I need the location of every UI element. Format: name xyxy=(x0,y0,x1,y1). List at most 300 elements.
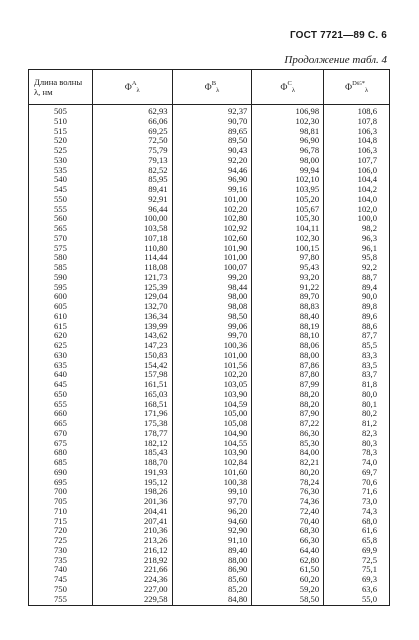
table-row xyxy=(29,185,390,195)
phi-a-cell: 92,91 xyxy=(92,195,172,205)
phi-c-cell: 89,70 xyxy=(252,292,324,302)
phi-a-cell: 168,51 xyxy=(92,400,172,410)
phi-d65-cell: 74,3 xyxy=(324,507,390,517)
phi-d65-cell: 96,1 xyxy=(324,244,390,254)
table-row xyxy=(29,127,390,137)
wavelength-cell: 710 xyxy=(29,507,93,517)
phi-c-cell: 64,40 xyxy=(252,546,324,556)
phi-a-cell: 185,43 xyxy=(92,448,172,458)
phi-d65-cell: 78,3 xyxy=(324,448,390,458)
phi-d65-cell: 75,1 xyxy=(324,565,390,575)
table-row xyxy=(29,263,390,273)
phi-b-cell: 97,70 xyxy=(172,497,252,507)
phi-c-cell: 99,94 xyxy=(252,166,324,176)
phi-a-cell: 216,12 xyxy=(92,546,172,556)
wavelength-cell: 665 xyxy=(29,419,93,429)
phi-c-cell: 61,50 xyxy=(252,565,324,575)
wavelength-cell: 675 xyxy=(29,439,93,449)
phi-b-cell: 89,40 xyxy=(172,546,252,556)
phi-d65-cell: 80,3 xyxy=(324,439,390,449)
phi-d65-cell: 80,1 xyxy=(324,400,390,410)
phi-a-cell: 178,77 xyxy=(92,429,172,439)
phi-a-cell: 147,23 xyxy=(92,341,172,351)
table-row xyxy=(29,175,390,185)
phi-d65-cell: 89,6 xyxy=(324,312,390,322)
wavelength-cell: 745 xyxy=(29,575,93,585)
phi-a-cell: 207,41 xyxy=(92,517,172,527)
phi-d65-cell: 83,5 xyxy=(324,361,390,371)
phi-c-cell: 105,67 xyxy=(252,205,324,215)
phi-b-cell: 98,44 xyxy=(172,283,252,293)
wavelength-cell: 605 xyxy=(29,302,93,312)
phi-a-cell: 125,39 xyxy=(92,283,172,293)
phi-a-cell: 198,26 xyxy=(92,487,172,497)
table-row xyxy=(29,105,390,117)
table-row xyxy=(29,136,390,146)
wavelength-cell: 545 xyxy=(29,185,93,195)
phi-d65-cell: 100,0 xyxy=(324,214,390,224)
table-header-row xyxy=(29,70,390,105)
wavelength-cell: 755 xyxy=(29,595,93,606)
phi-a-cell: 79,13 xyxy=(92,156,172,166)
table-row xyxy=(29,517,390,527)
phi-c-cell: 66,30 xyxy=(252,536,324,546)
wavelength-column-header: Длина волны λ, нм xyxy=(29,70,93,105)
phi-a-cell: 175,38 xyxy=(92,419,172,429)
phi-c-cell: 106,98 xyxy=(252,105,324,117)
phi-d65-cell: 72,5 xyxy=(324,556,390,566)
phi-b-cell: 102,92 xyxy=(172,224,252,234)
phi-b-cell: 99,20 xyxy=(172,273,252,283)
phi-a-cell: 110,80 xyxy=(92,244,172,254)
phi-c-cell: 103,95 xyxy=(252,185,324,195)
wavelength-cell: 725 xyxy=(29,536,93,546)
phi-b-cell: 94,46 xyxy=(172,166,252,176)
phi-b-cell: 101,00 xyxy=(172,351,252,361)
wavelength-cell: 550 xyxy=(29,195,93,205)
table-row xyxy=(29,556,390,566)
phi-a-cell: 171,96 xyxy=(92,409,172,419)
phi-b-cell: 102,80 xyxy=(172,214,252,224)
phi-a-cell: 161,51 xyxy=(92,380,172,390)
phi-a-cell: 139,99 xyxy=(92,322,172,332)
wavelength-cell: 610 xyxy=(29,312,93,322)
phi-a-cell: 118,08 xyxy=(92,263,172,273)
phi-d65-cell: 92,2 xyxy=(324,263,390,273)
phi-b-cell: 104,59 xyxy=(172,400,252,410)
phi-d65-cell: 89,4 xyxy=(324,283,390,293)
phi-d65-cell: 107,8 xyxy=(324,117,390,127)
phi-a-cell: 96,44 xyxy=(92,205,172,215)
phi-a-cell: 182,12 xyxy=(92,439,172,449)
phi-d65-cell: 69,9 xyxy=(324,546,390,556)
phi-d65-cell: 104,4 xyxy=(324,175,390,185)
wavelength-cell: 600 xyxy=(29,292,93,302)
phi-a-cell: 100,00 xyxy=(92,214,172,224)
phi-c-cell: 96,90 xyxy=(252,136,324,146)
wavelength-cell: 570 xyxy=(29,234,93,244)
phi-a-cell: 224,36 xyxy=(92,575,172,585)
table-row xyxy=(29,526,390,536)
phi-d65-cell: 106,3 xyxy=(324,127,390,137)
wavelength-cell: 555 xyxy=(29,205,93,215)
phi-a-cell: 165,03 xyxy=(92,390,172,400)
wavelength-cell: 625 xyxy=(29,341,93,351)
table-row xyxy=(29,595,390,606)
table-row xyxy=(29,156,390,166)
phi-b-cell: 102,60 xyxy=(172,234,252,244)
phi-b-cell: 99,70 xyxy=(172,331,252,341)
wavelength-cell: 680 xyxy=(29,448,93,458)
phi-b-cell: 100,36 xyxy=(172,341,252,351)
wavelength-cell: 620 xyxy=(29,331,93,341)
phi-b-cell: 84,80 xyxy=(172,595,252,606)
phi-a-cell: 85,95 xyxy=(92,175,172,185)
table-row xyxy=(29,575,390,585)
phi-c-cell: 87,90 xyxy=(252,409,324,419)
phi-d65-cell: 81,2 xyxy=(324,419,390,429)
phi-c-column-header: $Ф^C_\lambda$ xyxy=(252,70,324,105)
wavelength-cell: 695 xyxy=(29,478,93,488)
phi-d65-cell: 70,6 xyxy=(324,478,390,488)
phi-a-cell: 210,36 xyxy=(92,526,172,536)
phi-c-cell: 58,50 xyxy=(252,595,324,606)
phi-d65-cell: 95,8 xyxy=(324,253,390,263)
phi-c-cell: 88,20 xyxy=(252,390,324,400)
wavelength-cell: 530 xyxy=(29,156,93,166)
page-header: ГОСТ 7721—89 С. 6 xyxy=(289,30,387,41)
phi-c-cell: 68,30 xyxy=(252,526,324,536)
phi-b-column-header: $Ф^B_\lambda$ xyxy=(172,70,252,105)
phi-b-cell: 96,90 xyxy=(172,175,252,185)
wavelength-cell: 640 xyxy=(29,370,93,380)
phi-d65-cell: 90,0 xyxy=(324,292,390,302)
phi-b-cell: 103,90 xyxy=(172,390,252,400)
phi-b-cell: 103,05 xyxy=(172,380,252,390)
phi-a-cell: 72,50 xyxy=(92,136,172,146)
phi-a-cell: 218,92 xyxy=(92,556,172,566)
phi-c-cell: 70,40 xyxy=(252,517,324,527)
phi-d65-cell: 83,3 xyxy=(324,351,390,361)
table-row xyxy=(29,146,390,156)
phi-b-cell: 99,06 xyxy=(172,322,252,332)
table-row xyxy=(29,487,390,497)
phi-c-cell: 80,20 xyxy=(252,468,324,478)
phi-b-cell: 103,90 xyxy=(172,448,252,458)
wavelength-cell: 685 xyxy=(29,458,93,468)
table-row xyxy=(29,370,390,380)
wavelength-cell: 535 xyxy=(29,166,93,176)
phi-a-cell: 103,58 xyxy=(92,224,172,234)
phi-d65-cell: 74,0 xyxy=(324,458,390,468)
phi-b-cell: 88,00 xyxy=(172,556,252,566)
table-row xyxy=(29,468,390,478)
phi-a-cell: 107,18 xyxy=(92,234,172,244)
phi-c-cell: 59,20 xyxy=(252,585,324,595)
wavelength-cell: 515 xyxy=(29,127,93,137)
phi-c-cell: 98,81 xyxy=(252,127,324,137)
phi-a-cell: 227,00 xyxy=(92,585,172,595)
phi-a-cell: 82,52 xyxy=(92,166,172,176)
phi-a-cell: 188,70 xyxy=(92,458,172,468)
table-row xyxy=(29,273,390,283)
wavelength-cell: 585 xyxy=(29,263,93,273)
phi-c-cell: 72,40 xyxy=(252,507,324,517)
wavelength-cell: 540 xyxy=(29,175,93,185)
phi-a-cell: 154,42 xyxy=(92,361,172,371)
phi-b-cell: 92,20 xyxy=(172,156,252,166)
phi-a-cell: 143,62 xyxy=(92,331,172,341)
phi-a-cell: 229,58 xyxy=(92,595,172,606)
phi-b-cell: 101,00 xyxy=(172,253,252,263)
phi-d65-cell: 104,2 xyxy=(324,185,390,195)
phi-a-cell: 204,41 xyxy=(92,507,172,517)
phi-b-cell: 92,90 xyxy=(172,526,252,536)
phi-d65-cell: 88,6 xyxy=(324,322,390,332)
wavelength-cell: 565 xyxy=(29,224,93,234)
phi-c-cell: 74,36 xyxy=(252,497,324,507)
phi-c-cell: 76,30 xyxy=(252,487,324,497)
table-row xyxy=(29,214,390,224)
phi-a-cell: 195,12 xyxy=(92,478,172,488)
phi-b-cell: 90,43 xyxy=(172,146,252,156)
phi-c-cell: 87,86 xyxy=(252,361,324,371)
wavelength-cell: 520 xyxy=(29,136,93,146)
phi-b-cell: 89,50 xyxy=(172,136,252,146)
phi-b-cell: 102,20 xyxy=(172,205,252,215)
phi-b-cell: 102,20 xyxy=(172,370,252,380)
phi-c-cell: 88,10 xyxy=(252,331,324,341)
wavelength-cell: 740 xyxy=(29,565,93,575)
phi-c-cell: 95,43 xyxy=(252,263,324,273)
phi-d65-cell: 102,0 xyxy=(324,205,390,215)
phi-c-cell: 88,00 xyxy=(252,351,324,361)
spectral-data-table xyxy=(28,69,390,606)
wavelength-cell: 730 xyxy=(29,546,93,556)
table-row xyxy=(29,117,390,127)
phi-b-cell: 96,20 xyxy=(172,507,252,517)
phi-c-cell: 88,19 xyxy=(252,322,324,332)
phi-c-cell: 85,30 xyxy=(252,439,324,449)
phi-d65-cell: 55,0 xyxy=(324,595,390,606)
phi-b-cell: 92,37 xyxy=(172,105,252,117)
phi-c-cell: 102,30 xyxy=(252,234,324,244)
phi-d65-cell: 106,3 xyxy=(324,146,390,156)
wavelength-cell: 560 xyxy=(29,214,93,224)
phi-d65-cell: 83,7 xyxy=(324,370,390,380)
phi-d65-cell: 107,7 xyxy=(324,156,390,166)
phi-a-column-header: $Ф^A_\lambda$ xyxy=(92,70,172,105)
table-row xyxy=(29,497,390,507)
table-row xyxy=(29,507,390,517)
table-row xyxy=(29,390,390,400)
phi-b-cell: 85,20 xyxy=(172,585,252,595)
phi-b-cell: 102,84 xyxy=(172,458,252,468)
phi-c-cell: 97,80 xyxy=(252,253,324,263)
phi-c-cell: 60,20 xyxy=(252,575,324,585)
phi-d65-cell: 68,0 xyxy=(324,517,390,527)
table-row xyxy=(29,224,390,234)
table-row xyxy=(29,380,390,390)
phi-c-cell: 88,40 xyxy=(252,312,324,322)
phi-d65-cell: 65,8 xyxy=(324,536,390,546)
table-row xyxy=(29,546,390,556)
phi-c-cell: 88,83 xyxy=(252,302,324,312)
phi-a-cell: 89,41 xyxy=(92,185,172,195)
table-continuation-caption: Продолжение табл. 4 xyxy=(284,54,387,66)
table-row xyxy=(29,234,390,244)
phi-b-cell: 91,10 xyxy=(172,536,252,546)
wavelength-cell: 510 xyxy=(29,117,93,127)
table-row xyxy=(29,351,390,361)
phi-c-cell: 100,15 xyxy=(252,244,324,254)
wavelength-cell: 655 xyxy=(29,400,93,410)
table-row xyxy=(29,361,390,371)
wavelength-cell: 645 xyxy=(29,380,93,390)
wavelength-cell: 705 xyxy=(29,497,93,507)
phi-d65-cell: 61,6 xyxy=(324,526,390,536)
table-row xyxy=(29,312,390,322)
phi-d65-cell: 98,2 xyxy=(324,224,390,234)
table-row xyxy=(29,283,390,293)
phi-d65-cell: 71,6 xyxy=(324,487,390,497)
phi-c-cell: 88,20 xyxy=(252,400,324,410)
phi-a-cell: 157,98 xyxy=(92,370,172,380)
table-row xyxy=(29,458,390,468)
phi-d65-cell: 80,0 xyxy=(324,390,390,400)
phi-c-cell: 105,30 xyxy=(252,214,324,224)
phi-b-cell: 104,55 xyxy=(172,439,252,449)
phi-d65-cell: 69,3 xyxy=(324,575,390,585)
phi-b-cell: 98,00 xyxy=(172,292,252,302)
wavelength-cell: 650 xyxy=(29,390,93,400)
phi-a-cell: 213,26 xyxy=(92,536,172,546)
phi-a-cell: 129,04 xyxy=(92,292,172,302)
phi-d65-cell: 85,5 xyxy=(324,341,390,351)
wavelength-cell: 690 xyxy=(29,468,93,478)
phi-a-cell: 132,70 xyxy=(92,302,172,312)
wavelength-cell: 630 xyxy=(29,351,93,361)
table-row xyxy=(29,439,390,449)
wavelength-cell: 715 xyxy=(29,517,93,527)
phi-b-cell: 105,08 xyxy=(172,419,252,429)
phi-c-cell: 98,00 xyxy=(252,156,324,166)
table-row xyxy=(29,341,390,351)
phi-b-cell: 98,08 xyxy=(172,302,252,312)
phi-c-cell: 87,22 xyxy=(252,419,324,429)
phi-d65-cell: 69,7 xyxy=(324,468,390,478)
phi-a-cell: 69,25 xyxy=(92,127,172,137)
phi-c-cell: 104,11 xyxy=(252,224,324,234)
phi-d65-cell: 89,8 xyxy=(324,302,390,312)
phi-b-cell: 100,38 xyxy=(172,478,252,488)
phi-b-cell: 104,90 xyxy=(172,429,252,439)
wavelength-cell: 635 xyxy=(29,361,93,371)
phi-b-cell: 90,70 xyxy=(172,117,252,127)
phi-b-cell: 101,00 xyxy=(172,195,252,205)
phi-b-cell: 98,50 xyxy=(172,312,252,322)
phi-c-cell: 88,06 xyxy=(252,341,324,351)
table-row xyxy=(29,585,390,595)
phi-a-cell: 114,44 xyxy=(92,253,172,263)
phi-a-cell: 191,93 xyxy=(92,468,172,478)
phi-c-cell: 105,20 xyxy=(252,195,324,205)
table-row xyxy=(29,322,390,332)
phi-b-cell: 89,65 xyxy=(172,127,252,137)
table-row xyxy=(29,400,390,410)
phi-c-cell: 87,80 xyxy=(252,370,324,380)
phi-b-cell: 101,60 xyxy=(172,468,252,478)
phi-d65-cell: 87,7 xyxy=(324,331,390,341)
phi-c-cell: 78,24 xyxy=(252,478,324,488)
phi-d65-cell: 108,6 xyxy=(324,105,390,117)
phi-a-cell: 150,83 xyxy=(92,351,172,361)
phi-c-cell: 93,20 xyxy=(252,273,324,283)
phi-b-cell: 100,07 xyxy=(172,263,252,273)
table-row xyxy=(29,244,390,254)
phi-c-cell: 86,30 xyxy=(252,429,324,439)
table-row xyxy=(29,409,390,419)
table-row xyxy=(29,302,390,312)
phi-d65-cell: 104,8 xyxy=(324,136,390,146)
table-row xyxy=(29,195,390,205)
wavelength-cell: 575 xyxy=(29,244,93,254)
phi-d65-cell: 96,3 xyxy=(324,234,390,244)
table-row xyxy=(29,166,390,176)
phi-d65-cell: 82,3 xyxy=(324,429,390,439)
phi-d65-cell: 104,0 xyxy=(324,195,390,205)
table-row xyxy=(29,205,390,215)
phi-d65-cell: 80,2 xyxy=(324,409,390,419)
phi-a-cell: 201,36 xyxy=(92,497,172,507)
phi-c-cell: 62,80 xyxy=(252,556,324,566)
wavelength-cell: 615 xyxy=(29,322,93,332)
table-row xyxy=(29,565,390,575)
phi-a-cell: 66,06 xyxy=(92,117,172,127)
wavelength-cell: 670 xyxy=(29,429,93,439)
phi-c-cell: 84,00 xyxy=(252,448,324,458)
phi-c-cell: 96,78 xyxy=(252,146,324,156)
table-row xyxy=(29,448,390,458)
wavelength-cell: 505 xyxy=(29,105,93,117)
phi-a-cell: 62,93 xyxy=(92,105,172,117)
phi-c-cell: 102,10 xyxy=(252,175,324,185)
wavelength-cell: 660 xyxy=(29,409,93,419)
phi-d65-cell: 81,8 xyxy=(324,380,390,390)
phi-d65-cell: 73,0 xyxy=(324,497,390,507)
table-row xyxy=(29,478,390,488)
phi-c-cell: 82,21 xyxy=(252,458,324,468)
phi-b-cell: 94,60 xyxy=(172,517,252,527)
phi-a-cell: 121,73 xyxy=(92,273,172,283)
phi-c-cell: 87,99 xyxy=(252,380,324,390)
wavelength-cell: 580 xyxy=(29,253,93,263)
wavelength-cell: 720 xyxy=(29,526,93,536)
table-row xyxy=(29,253,390,263)
phi-b-cell: 85,60 xyxy=(172,575,252,585)
table-row xyxy=(29,429,390,439)
phi-b-cell: 99,16 xyxy=(172,185,252,195)
wavelength-cell: 595 xyxy=(29,283,93,293)
wavelength-cell: 590 xyxy=(29,273,93,283)
phi-c-cell: 102,30 xyxy=(252,117,324,127)
phi-d65-cell: 88,7 xyxy=(324,273,390,283)
wavelength-cell: 750 xyxy=(29,585,93,595)
wavelength-cell: 735 xyxy=(29,556,93,566)
wavelength-cell: 525 xyxy=(29,146,93,156)
phi-a-cell: 75,79 xyxy=(92,146,172,156)
phi-d65-cell: 106,0 xyxy=(324,166,390,176)
